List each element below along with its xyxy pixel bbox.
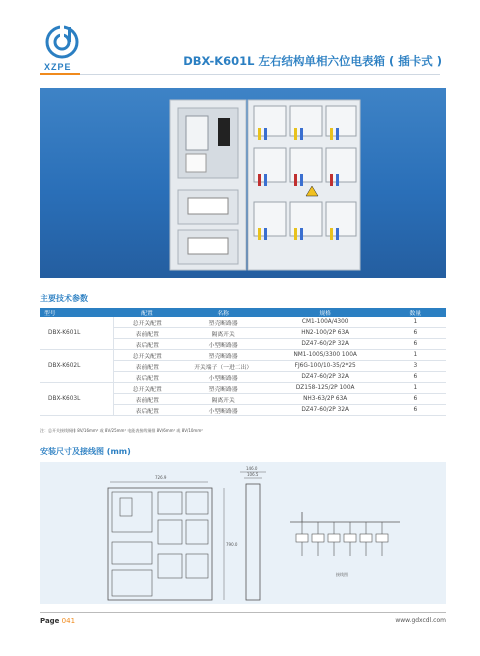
- spec-cell: CM1-100A/4300: [266, 317, 385, 328]
- model-cell: DBX-K602L: [40, 350, 113, 383]
- qty-cell: 1: [385, 383, 446, 394]
- qty-cell: 6: [385, 405, 446, 416]
- installation-diagram: [40, 462, 446, 604]
- col-config: 配置: [113, 308, 180, 317]
- model-cell: DBX-K603L: [40, 383, 113, 416]
- website-url: www.gdxcdl.com: [395, 617, 446, 624]
- drawing-section-title: 安装尺寸及接线图 (mm): [40, 447, 131, 456]
- name-cell: 塑壳断路器: [181, 350, 266, 361]
- name-cell: 塑壳断路器: [181, 317, 266, 328]
- qty-cell: 1: [385, 350, 446, 361]
- name-cell: 隔离开关: [181, 328, 266, 339]
- spec-header-row: [40, 308, 446, 317]
- spec-note: 注：总开关接线铜排 8V/16mm² 或 8V/25mm² 电能表接线铜排 8V/6mm² 或 8V/10mm²: [40, 428, 203, 433]
- spec-table: [40, 308, 446, 416]
- name-cell: 隔离开关: [181, 394, 266, 405]
- spec-cell: HN2-100/2P 63A: [266, 328, 385, 339]
- qty-cell: 3: [385, 361, 446, 372]
- name-cell: 小型断路器: [181, 339, 266, 350]
- spec-cell: DZ47-60/2P 32A: [266, 405, 385, 416]
- page-number-value: 041: [61, 617, 76, 625]
- name-cell: 塑壳断路器: [181, 383, 266, 394]
- table-row: [40, 350, 446, 361]
- name-cell: 小型断路器: [181, 405, 266, 416]
- col-spec: 规格: [266, 308, 385, 317]
- spec-cell: DZ47-60/2P 32A: [266, 372, 385, 383]
- width-dimension-label: 726.9: [155, 475, 167, 480]
- spec-cell: FJ6G-100/10-35/2*25: [266, 361, 385, 372]
- col-name: 名称: [181, 308, 266, 317]
- brand-name: XZPE: [44, 62, 72, 72]
- spec-section-title: 主要技术参数: [40, 294, 88, 303]
- height-dimension-label: 790.0: [226, 542, 238, 547]
- qty-cell: 6: [385, 394, 446, 405]
- table-row: [40, 317, 446, 328]
- name-cell: 开关端子（一进二出）: [181, 361, 266, 372]
- spec-cell: DZ47-60/2P 32A: [266, 339, 385, 350]
- qty-cell: 6: [385, 339, 446, 350]
- spec-cell: NH3-63/2P 63A: [266, 394, 385, 405]
- config-cell: 表后配置: [113, 339, 180, 350]
- config-cell: 总开关配置: [113, 350, 180, 361]
- wiring-diagram-label: 接线图: [336, 572, 348, 577]
- qty-cell: 6: [385, 328, 446, 339]
- qty-cell: 6: [385, 372, 446, 383]
- config-cell: 总开关配置: [113, 383, 180, 394]
- config-cell: 表后配置: [113, 405, 180, 416]
- page-word: Page: [40, 617, 60, 625]
- config-cell: 表前配置: [113, 361, 180, 372]
- footer-divider: [40, 612, 446, 613]
- config-cell: 表前配置: [113, 328, 180, 339]
- config-cell: 表后配置: [113, 372, 180, 383]
- depth-dimension-label: 146.0: [246, 466, 258, 471]
- product-photo: [40, 88, 446, 278]
- page-title: DBX-K601L 左右结构单相六位电表箱 ( 插卡式 ): [183, 54, 442, 68]
- header-divider: [80, 74, 440, 75]
- col-model: 型号: [40, 308, 113, 317]
- col-qty: 数量: [385, 308, 446, 317]
- table-row: [40, 383, 446, 394]
- spec-cell: DZ158-125/2P 100A: [266, 383, 385, 394]
- name-cell: 小型断路器: [181, 372, 266, 383]
- spec-cell: NM1-100S/3300 100A: [266, 350, 385, 361]
- model-cell: DBX-K601L: [40, 317, 113, 350]
- config-cell: 表前配置: [113, 394, 180, 405]
- config-cell: 总开关配置: [113, 317, 180, 328]
- qty-cell: 1: [385, 317, 446, 328]
- depth-inner-dimension-label: 106.5: [247, 472, 259, 477]
- page-number: [40, 617, 75, 625]
- header-accent-line: [40, 73, 80, 75]
